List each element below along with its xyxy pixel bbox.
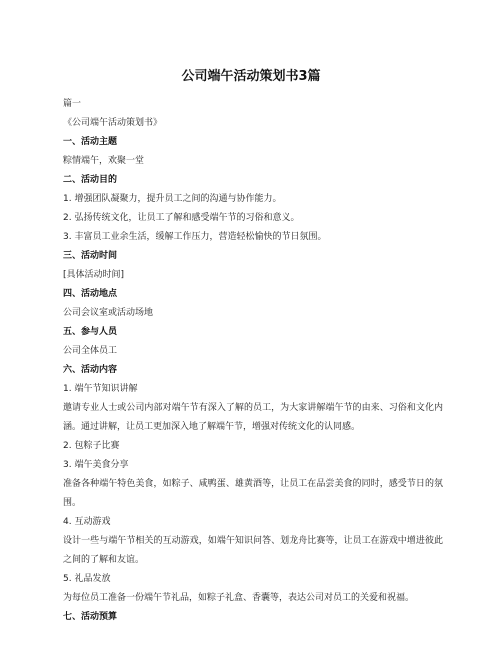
- section-text-participants: 公司全体员工: [63, 346, 118, 356]
- content-item-label: 2. 包粽子比赛: [63, 441, 120, 451]
- content-item-label: 1. 端午节知识讲解: [63, 384, 138, 394]
- section-heading-location: 四、活动地点: [63, 289, 118, 299]
- purpose-item: 2. 弘扬传统文化，让员工了解和感受端午节的习俗和意义。: [63, 213, 300, 223]
- document-title: 公司端午活动策划书3篇: [181, 69, 321, 84]
- content-item-text: 为每位员工准备一份端午节礼品，如粽子礼盒、香囊等，表达公司对员工的关爱和祝福。: [63, 593, 415, 603]
- section-heading-purpose: 二、活动目的: [63, 175, 118, 185]
- document-subtitle: 《公司端午活动策划书》: [63, 118, 163, 128]
- document-body: [63, 95, 443, 627]
- section-text-time: [具体活动时间]: [63, 270, 125, 280]
- section-text-theme: 粽情端午，欢聚一堂: [63, 156, 145, 166]
- content-item-text: 准备各种端午特色美食，如粽子、咸鸭蛋、雄黄酒等，让员工在品尝美食的同时，感受节日的氛围。: [63, 479, 443, 508]
- content-item-text: 设计一些与端午节相关的互动游戏，如端午知识问答、划龙舟比赛等，让员工在游戏中增进彼此之间的了解和友谊。: [63, 536, 443, 565]
- section-heading-theme: 一、活动主题: [63, 137, 118, 147]
- content-item-label: 3. 端午美食分享: [63, 460, 129, 470]
- purpose-item: 1. 增强团队凝聚力，提升员工之间的沟通与协作能力。: [63, 194, 282, 204]
- part-label: 篇一: [63, 99, 82, 109]
- section-heading-participants: 五、参与人员: [63, 327, 118, 337]
- section-heading-budget: 七、活动预算: [63, 612, 118, 622]
- content-item-text: 邀请专业人士或公司内部对端午节有深入了解的员工，为大家讲解端午节的由来、习俗和文化内涵。通过讲解，让员工更加深入地了解端午节，增强对传统文化的认同感。: [63, 403, 443, 432]
- content-item-label: 4. 互动游戏: [63, 517, 111, 527]
- section-heading-content: 六、活动内容: [63, 365, 118, 375]
- section-text-location: 公司会议室或活动场地: [63, 308, 154, 318]
- content-item-label: 5. 礼品发放: [63, 574, 111, 584]
- section-heading-time: 三、活动时间: [63, 251, 118, 261]
- purpose-item: 3. 丰富员工业余生活，缓解工作压力，营造轻松愉快的节日氛围。: [63, 232, 327, 242]
